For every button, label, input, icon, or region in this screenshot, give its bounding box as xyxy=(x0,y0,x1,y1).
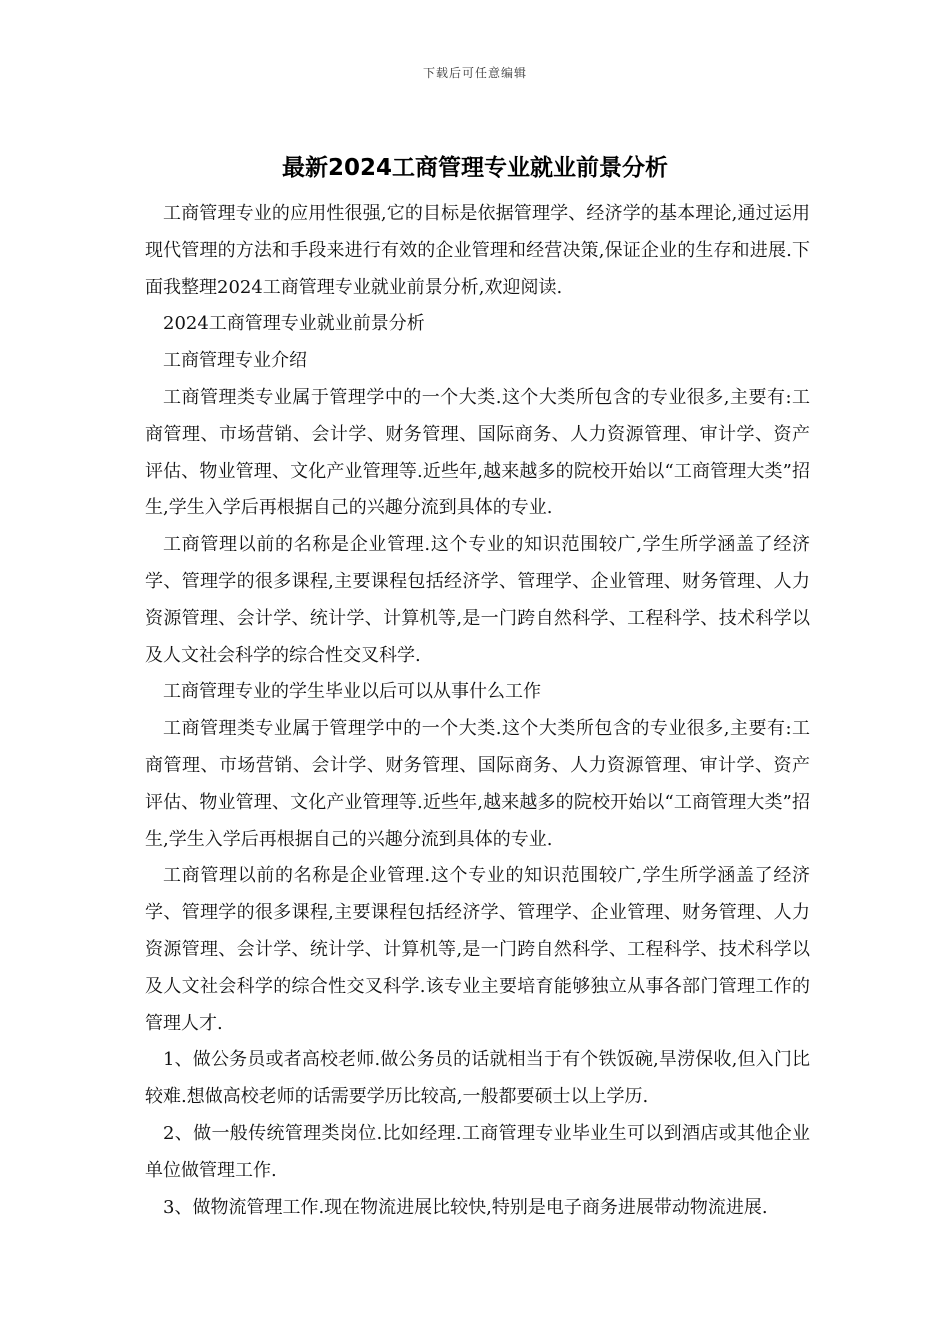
list-item-civil-servant: 1、做公务员或者高校老师.做公务员的话就相当于有个铁饭碗,旱涝保收,但入门比较难.想做高校老师的话需要学历比较高,一般都要硕士以上学历. xyxy=(145,1049,810,1108)
document-body xyxy=(145,196,810,1226)
paragraph-major-category: 工商管理类专业属于管理学中的一个大类.这个大类所包含的专业很多,主要有:工商管理、市场营销、会计学、财务管理、国际商务、人力资源管理、审计学、资产评估、物业管理、文化产业管理等.近些年,越来越多的院校开始以“工商管理大类”招生,学生入学后再根据自己的兴趣分流到具体的专业. xyxy=(145,386,810,519)
section-heading-analysis: 2024工商管理专业就业前景分析 xyxy=(163,313,425,335)
paragraph-former-name: 工商管理以前的名称是企业管理.这个专业的知识范围较广,学生所学涵盖了经济学、管理学的很多课程,主要课程包括经济学、管理学、企业管理、财务管理、人力资源管理、会计学、统计学、计算机等,是一门跨自然科学、工程科学、技术科学以及人文社会科学的综合性交叉科学. xyxy=(145,534,810,666)
section-heading-introduction: 工商管理专业介绍 xyxy=(163,350,307,372)
list-item-logistics: 3、做物流管理工作.现在物流进展比较快,特别是电子商务进展带动物流进展. xyxy=(163,1196,768,1218)
list-item-management-roles: 2、做一般传统管理类岗位.比如经理.工商管理专业毕业生可以到酒店或其他企业单位做管理工作. xyxy=(145,1122,810,1181)
paragraph-intro: 工商管理专业的应用性很强,它的目标是依据管理学、经济学的基本理论,通过运用现代管理的方法和手段来进行有效的企业管理和经营决策,保证企业的生存和进展.下面我整理2024工商管理专业就业前景分析,欢迎阅读. xyxy=(145,203,810,298)
paragraph-former-name-extended: 工商管理以前的名称是企业管理.这个专业的知识范围较广,学生所学涵盖了经济学、管理学的很多课程,主要课程包括经济学、管理学、企业管理、财务管理、人力资源管理、会计学、统计学、计算机等,是一门跨自然科学、工程科学、技术科学以及人文社会科学的综合性交叉科学.该专业主要培育能够独立从事各部门管理工作的管理人才. xyxy=(145,865,810,1034)
page-header: 下载后可任意编辑 xyxy=(422,66,527,80)
document-title: 最新2024工商管理专业就业前景分析 xyxy=(281,155,668,181)
section-heading-careers: 工商管理专业的学生毕业以后可以从事什么工作 xyxy=(163,681,541,703)
paragraph-major-category-repeat: 工商管理类专业属于管理学中的一个大类.这个大类所包含的专业很多,主要有:工商管理、市场营销、会计学、财务管理、国际商务、人力资源管理、审计学、资产评估、物业管理、文化产业管理等.近些年,越来越多的院校开始以“工商管理大类”招生,学生入学后再根据自己的兴趣分流到具体的专业. xyxy=(145,718,810,850)
